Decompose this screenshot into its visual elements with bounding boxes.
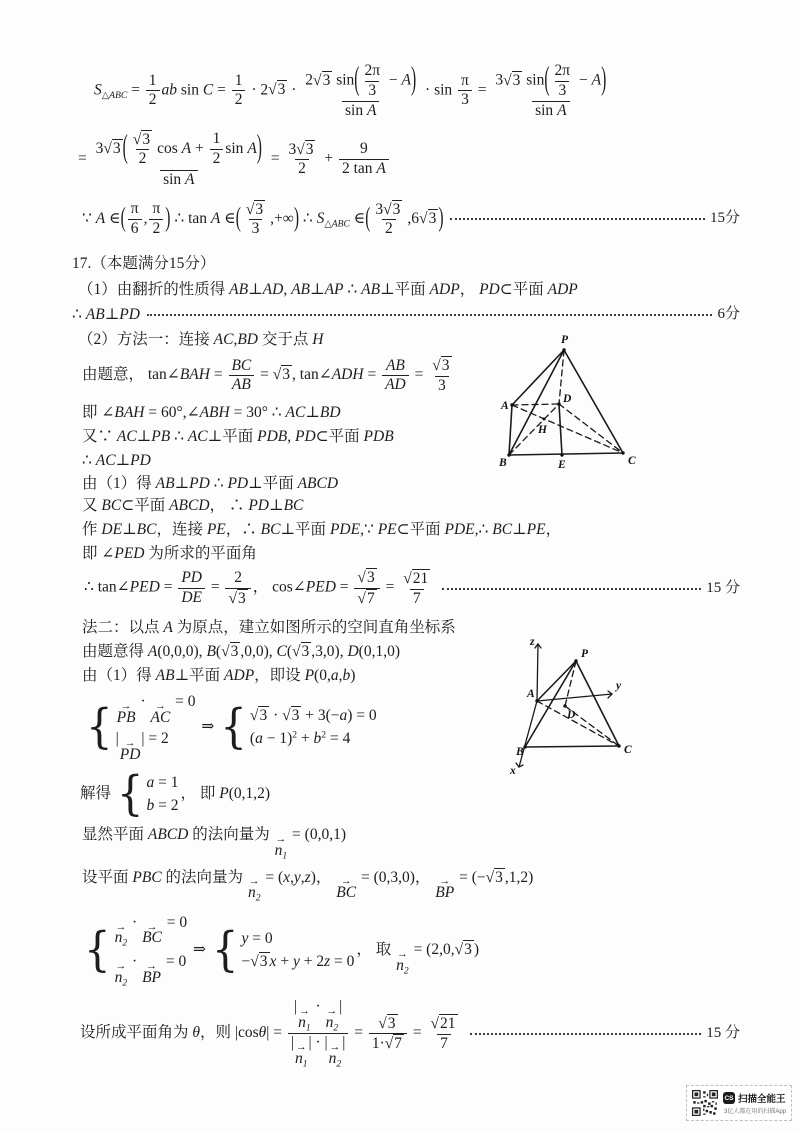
pd-perp-bc: 又 BC⊂平面 ABCD， ∴ PD⊥BC: [82, 497, 304, 515]
edge-bc: [509, 453, 623, 455]
pyramid-diagram-method1: [478, 332, 646, 480]
camscanner-subtitle: 3亿人都在用的扫描App: [724, 1109, 787, 1115]
diagonal-ac-hidden: [537, 701, 619, 746]
tan-cos-ped: ∴ tan∠PED = $\frac{PD}{DE}$ = $\frac{2}{√3}$ ， cos∠PED = $\frac{√3}{√7}$ = $\frac{√21}{7}$ 15 分: [84, 568, 740, 608]
camscanner-logo-icon: CS: [723, 1092, 735, 1104]
solve-p: 解得 { a = 1 b = 2 ， 即 P(0,1,2): [80, 766, 271, 822]
construct-de: 作 DE⊥BC，连接 PE，∴ BC⊥平面 PDE,∵ PE⊂平面 PDE,∴ BC⊥PE，: [82, 521, 562, 539]
axis-label-z: z: [530, 636, 535, 648]
coordinates: 由题意得 A(0,0,0), B(√3 ,0,0), C(√3 ,3,0), D(0,1,0): [82, 642, 400, 660]
part1-conclusion: ∴ AB⊥PD 6分: [72, 306, 740, 324]
camscanner-title: 扫描全能王: [738, 1094, 786, 1105]
area-formula-line-1: $S_{\triangle ABC}$ = $\frac{1}{2}$ ab sin C = $\frac{1}{2}$ · 2√3 · 2√3 sin( $\frac{2\pi}{3}$ − A) sin A · sin $\frac{\pi}{3}$ = 3√3 sin( $\frac{2\pi}{3}$ − A) sin A: [94, 61, 607, 120]
vertex-label-b: B: [516, 746, 524, 758]
cos-theta-conclusion: 设所成平面角为 θ，则 |cosθ| = | → $n_1$ · → $n_2$ | | → $n_1$ | · | → $n_2$ | = $\frac{√3}{1\cdot√7}$ = $\frac{√21}{7}$ 15 分: [80, 998, 740, 1070]
edge-pa: [512, 350, 564, 405]
edge-ad-hidden: [512, 404, 559, 405]
score-label: 15 分: [706, 579, 740, 596]
dotted-leader: [442, 588, 701, 590]
diagonal-ac-hidden: [512, 405, 623, 453]
axis-label-x: x: [510, 765, 516, 777]
tan-angle-values: 由题意， tan∠BAH = $\frac{BC}{AB}$ = √3 , tan∠ADH = $\frac{AB}{AD}$ = $\frac{√3}{3}$: [82, 356, 450, 394]
score-label: 15 分: [706, 1024, 740, 1041]
vertex-label-b: B: [499, 457, 507, 469]
pd-perp-plane-abcd: 由（1）得 AB⊥PD ∴ PD⊥平面 ABCD: [82, 474, 339, 492]
problem-17-header: 17.（本题满分15分）: [72, 254, 216, 272]
dotted-leader: [470, 1033, 702, 1035]
vertex-label-a: A: [527, 688, 535, 700]
vertex-label-p: P: [581, 648, 589, 660]
ac-perp-pd: ∴ AC⊥PD: [82, 451, 151, 469]
vertex-label-h: H: [538, 424, 547, 436]
y-axis: [537, 694, 612, 701]
angle-conclusion: 即 ∠BAH = 60°,∠ABH = 30° ∴ AC⊥BD: [82, 403, 341, 421]
system-1: { → PB · → AC = 0 | → PD | = 2 ⇒ { √3 · √3 + 3(−a) = 0 $(a - 1)^2 + b^2 = 4$: [86, 693, 377, 763]
method2-intro: 法二：以点 A 为原点，建立如图所示的空间直角坐标系: [82, 618, 456, 636]
edge-dc-hidden: [559, 404, 623, 453]
vertex-label-p: P: [561, 334, 569, 346]
area-range-conclusion: ∵ A ∈( $\frac{\pi}{6}$ , $\frac{\pi}{2}$ ) ∴ tan A ∈( $\frac{√3}{3}$ ,+∞) ∴ $S_{\triangle ABC}$ ∈( $\frac{3√3}{2}$ ,6√3 ) 15分: [82, 200, 740, 238]
diagonal-bd-hidden: [509, 404, 559, 455]
vertex-label-d: D: [563, 393, 572, 405]
setup-p: 由（1）得 AB⊥平面 ADP，即设 P(0,a,b): [82, 666, 356, 684]
dihedral-angle-statement: 即 ∠PED 为所求的平面角: [82, 545, 257, 563]
score-label: 6分: [717, 306, 740, 323]
dotted-leader: [450, 218, 705, 220]
vertex-label-e: E: [558, 459, 566, 471]
edge-pb: [525, 661, 576, 747]
system-2: { → $n_2$ · → BC = 0 → $n_2$ · → BP = 0 ⇒ { y = 0 −√3 x + y + 2z = 0 ， 取 → $n_2$ = (2,0,√3 ): [84, 913, 480, 988]
vertex-label-c: C: [628, 455, 636, 467]
edge-pc: [576, 661, 619, 746]
normal-n1: 显然平面 ABCD 的法向量为 → $n_1$ = (0,0,1): [82, 826, 346, 862]
vertex-label-a: A: [501, 400, 509, 412]
dotted-leader: [147, 314, 713, 316]
camscanner-watermark: [686, 1085, 792, 1121]
vertex-label-c: C: [624, 744, 632, 756]
axis-label-y: y: [616, 680, 622, 692]
area-formula-line-2: = 3√3 ( $\frac{√3}{2}$ cos A + $\frac{1}{2}$ sin A) sin A = $\frac{3√3}{2}$ + $\frac{9}{\text{2 tan A}}$: [78, 128, 740, 191]
score-label: 15分: [709, 210, 740, 227]
math-content: [72, 60, 740, 1070]
ac-perp-plane-pdb: 又∵ AC⊥PB ∴ AC⊥平面 PDB, PD⊂平面 PDB: [82, 427, 394, 445]
edge-de: [559, 404, 562, 455]
edge-pb: [509, 350, 564, 455]
qr-code: [692, 1090, 718, 1116]
edge-pc: [564, 350, 623, 453]
part1-step: （1）由翻折的性质得 AB⊥AD, AB⊥AP ∴ AB⊥平面 ADP， PD⊂平面 ADP: [78, 280, 578, 298]
normal-n2-setup: 设平面 PBC 的法向量为 → $n_2$ = (x,y,z)， → BC = (0,3,0)， → BP = (−√3 ,1,2): [82, 868, 534, 904]
vertex-label-d: D: [567, 709, 576, 721]
edge-bc: [525, 746, 619, 747]
edge-ab: [509, 405, 512, 455]
z-axis: [537, 644, 538, 701]
part2-method1-intro: （2）方法一：连接 AC,BD 交于点 H: [78, 331, 324, 349]
pyramid-diagram-coordinates: [492, 636, 644, 778]
